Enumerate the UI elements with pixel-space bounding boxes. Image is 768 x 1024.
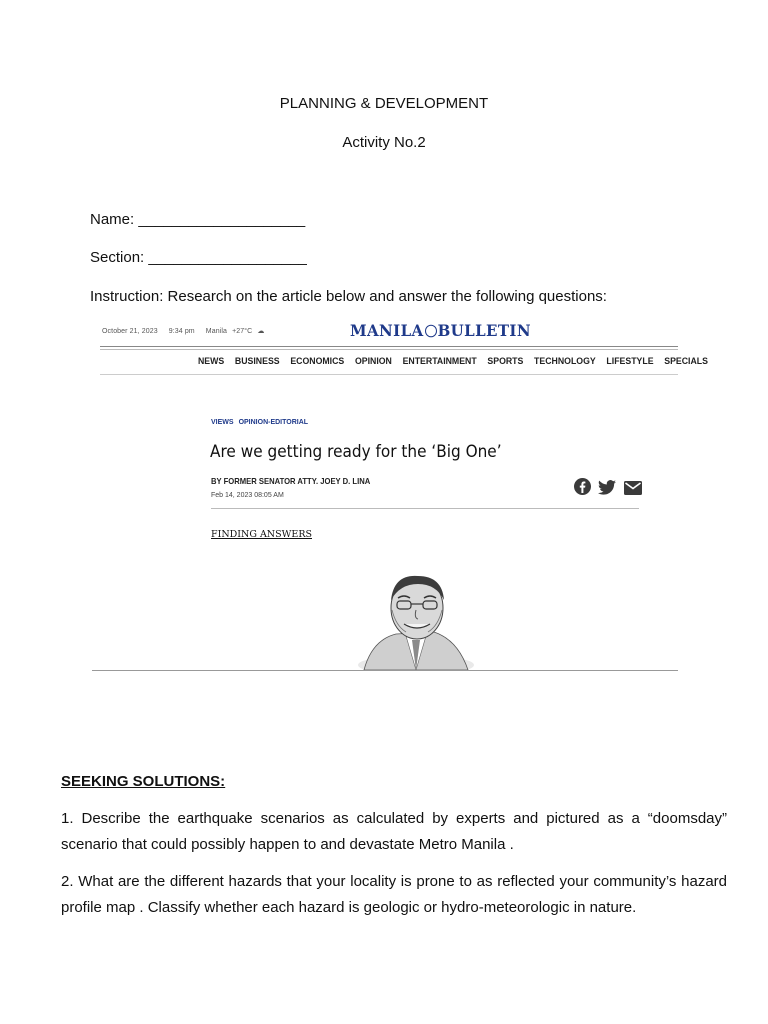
question-1: 1. Describe the earthquake scenarios as calculated by experts and pictured as a “doomsday” scenario that could possibly happen to and devastate Metro Manila . [61,810,727,853]
divider [92,670,678,671]
article-published-date: Feb 14, 2023 08:05 AM [211,492,284,499]
author-portrait [354,570,474,675]
cloud-icon: ☁ [257,328,265,335]
section-field: Section: ___________________ [90,249,307,266]
article-screenshot [92,318,708,674]
nav-item-news: NEWS [198,356,225,367]
nav-bar [198,356,716,367]
article-headline: Are we getting ready for the ‘Big One’ [210,442,502,462]
nav-item-opinion: OPINION [354,356,392,367]
nav-item-entertainment: ENTERTAINMENT [402,356,477,367]
article-date: October 21, 2023 [102,328,158,335]
date-bar [102,327,273,335]
article-byline: BY FORMER SENATOR ATTY. JOEY D. LINA [211,476,371,486]
masthead-logo: MANILA BULLETIN [350,321,531,341]
document-title: PLANNING & DEVELOPMENT [279,95,489,112]
globe-icon [425,325,437,338]
article-location: Manila [205,328,228,335]
activity-number: Activity No.2 [342,134,426,151]
question-2: 2. What are the different hazards that your locality is prone to as reflected your community’s hazard profile map . Classify whether each hazard is geologic or hydro-meteorologic in nature. [61,873,727,916]
column-name: FINDING ANSWERS [211,529,312,540]
divider [100,374,678,375]
nav-item-lifestyle: LIFESTYLE [606,356,654,367]
article-time: 9:34 pm [168,328,195,335]
mail-icon [624,481,642,500]
facebook-icon [574,478,591,500]
divider [100,349,678,350]
share-icons [574,478,645,500]
questions-heading: SEEKING SOLUTIONS: [61,773,226,790]
article-category: VIEWS OPINION-EDITORIAL [211,419,309,426]
twitter-icon [598,480,616,500]
instruction-text: Instruction: Research on the article below and answer the following questions: [90,288,607,305]
divider [211,508,639,509]
name-field: Name: ____________________ [90,211,306,228]
divider [100,346,678,347]
nav-item-economics: ECONOMICS [290,356,345,367]
nav-item-technology: TECHNOLOGY [534,356,596,367]
nav-item-specials: SPECIALS [664,356,708,367]
article-temperature: +27°C [232,328,253,335]
nav-item-business: BUSINESS [234,356,280,367]
nav-item-sports: SPORTS [487,356,524,367]
